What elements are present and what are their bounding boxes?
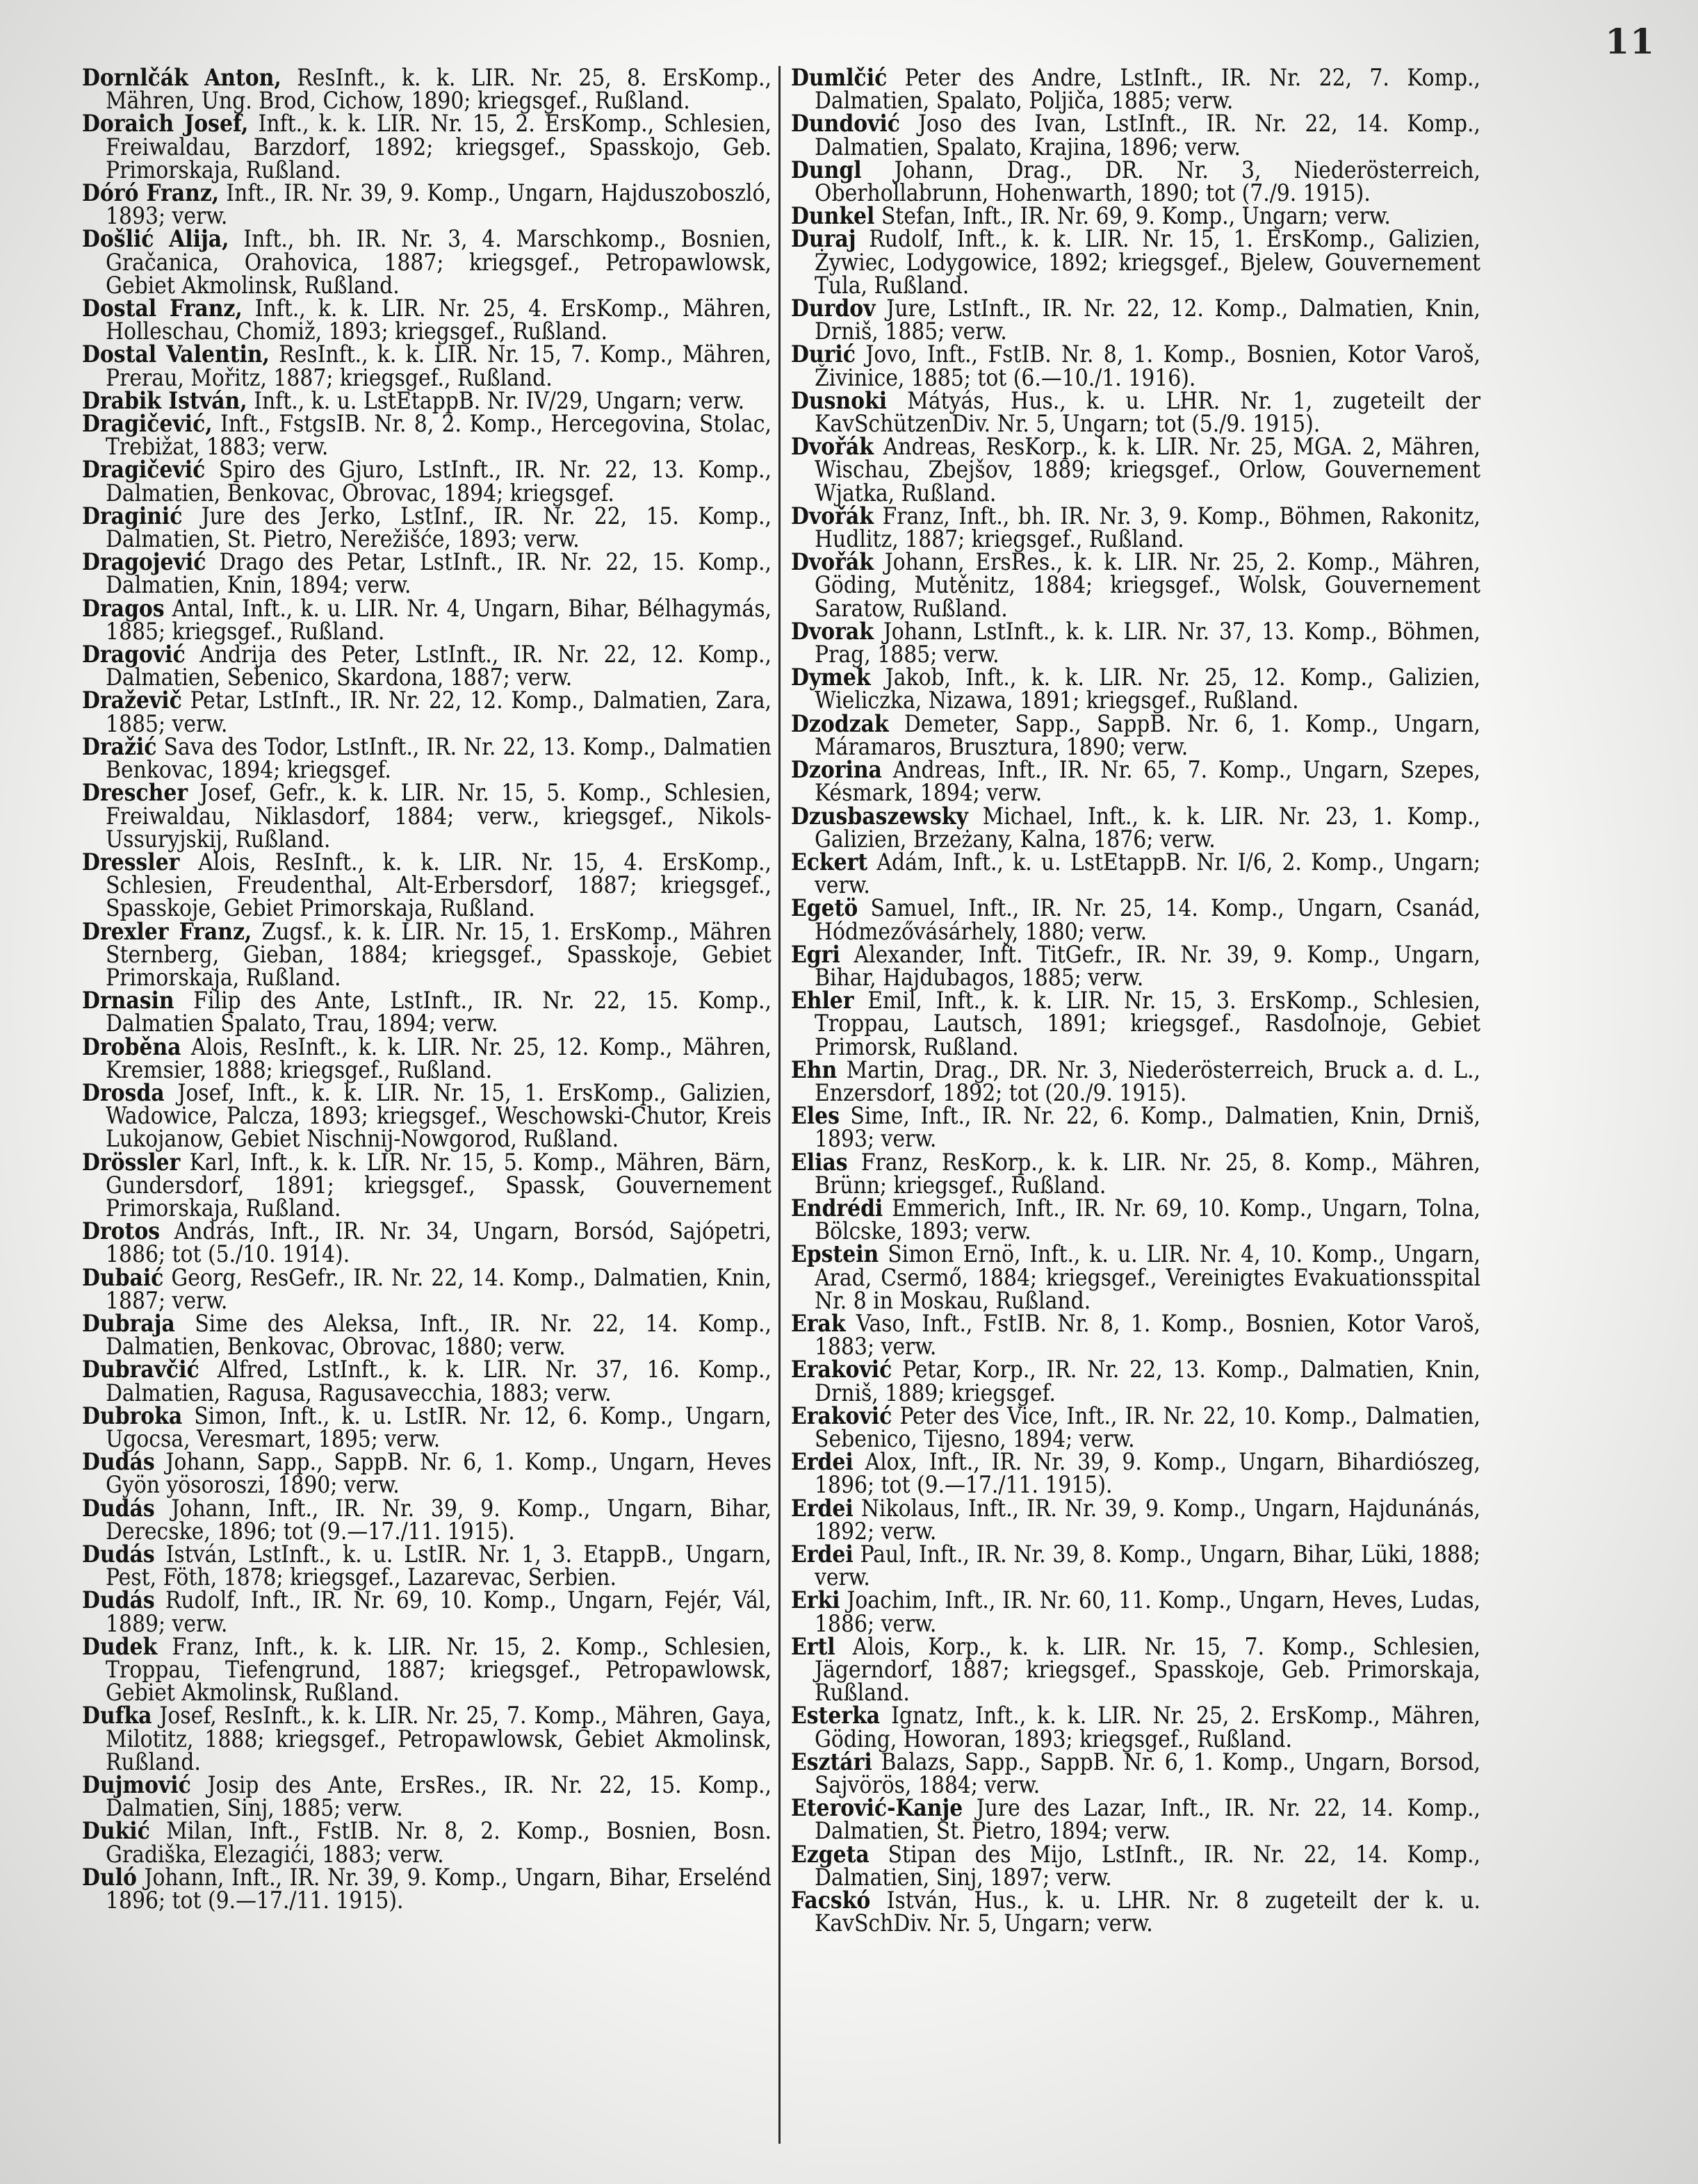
- entry-name: Dragičević,: [82, 410, 213, 438]
- entry-details: Adám, Inft., k. u. LstEtappB. Nr. I/6, 2. Komp., Ungarn; verw.: [815, 848, 1481, 899]
- entry-details: Petar, LstInft., IR. Nr. 22, 12. Komp., Dalmatien, Zara, 1885; verw.: [106, 687, 772, 737]
- entry-name: Ehn: [791, 1056, 838, 1083]
- entry-name: Dudás: [82, 1494, 155, 1522]
- list-item: [82, 502, 772, 553]
- list-item: [791, 940, 1480, 991]
- entry-details: Antal, Inft., k. u. LIR. Nr. 4, Ungarn, Bihar, Bélhagymás, 1885; kriegsgef., Rußland.: [106, 594, 772, 645]
- list-item: [791, 1704, 1480, 1750]
- entry-name: Dvořák: [791, 433, 874, 461]
- entry-name: Dudás: [82, 1541, 155, 1568]
- list-item: [791, 709, 1480, 760]
- list-item: [791, 1148, 1480, 1199]
- list-item: [791, 1309, 1481, 1361]
- list-item: [82, 456, 772, 507]
- entry-name: Erdei: [791, 1541, 854, 1568]
- list-item: [791, 1494, 1480, 1545]
- entry-name: Epstein: [791, 1240, 879, 1268]
- entry-details: Emil, Inft., k. k. LIR. Nr. 15, 3. ErsKomp., Schlesien, Troppau, Lautsch, 1891; kriegsgef., Rasdolnoje, Gebiet Primorsk, Rußland.: [815, 987, 1480, 1060]
- list-item: [82, 112, 772, 181]
- entry-name: Dragos: [82, 594, 165, 622]
- entry-name: Ehler: [791, 987, 854, 1015]
- entry-name: Drosda: [82, 1078, 165, 1106]
- entry-name: Draževič: [82, 687, 182, 714]
- list-item: [791, 756, 1481, 807]
- entry-details: Stipan des Mijo, LstInft., IR. Nr. 22, 14. Komp., Dalmatien, Sinj, 1897; verw.: [815, 1840, 1480, 1891]
- entry-details: Zugsf., k. k. LIR. Nr. 15, 1. ErsKomp., Mähren Sternberg, Gieban, 1884; kriegsgef., Spasskoje, Gebiet Primorskaja, Rußland.: [106, 917, 772, 991]
- list-item: [791, 1058, 1480, 1104]
- entry-name: Egetö: [791, 894, 858, 922]
- entry-name: Egri: [791, 940, 840, 968]
- entry-details: Michael, Inft., k. k. LIR. Nr. 23, 1. Komp., Galizien, Brzeżany, Kalna, 1876; verw.: [815, 802, 1480, 853]
- list-item: [791, 1358, 1480, 1404]
- entry-details: Inft., k. u. LstEtappB. Nr. IV/29, Ungarn; verw.: [254, 386, 745, 414]
- list-item: [82, 1704, 772, 1773]
- entry-details: Peter des Vice, Inft., IR. Nr. 22, 10. Komp., Dalmatien, Sebenico, Tijesno, 1894; verw.: [815, 1402, 1481, 1452]
- entry-details: Sime, Inft., IR. Nr. 22, 6. Komp., Dalmatien, Knin, Drniš, 1893; verw.: [815, 1102, 1481, 1153]
- entry-name: Drexler Franz,: [82, 917, 252, 945]
- entry-details: Inft., FstgsIB. Nr. 8, 2. Komp., Hercegovina, Stolac, Trebižat, 1883; verw.: [106, 410, 772, 461]
- entry-details: Vaso, Inft., FstIB. Nr. 8, 1. Komp., Bosnien, Kotor Varoš, 1883; verw.: [815, 1309, 1481, 1361]
- entry-details: Alexander, Inft. TitGefr., IR. Nr. 39, 9. Komp., Ungarn, Bihar, Hajdubagos, 1885; verw.: [815, 940, 1480, 991]
- list-item: [82, 732, 772, 784]
- entry-name: Dostal Valentin,: [82, 340, 270, 368]
- list-item: [82, 340, 772, 391]
- entry-details: Josef, Inft., k. k. LIR. Nr. 15, 1. ErsKomp., Galizien, Wadowice, Palcza, 1893; kriegsgef., Weschowski-Chutor, Kreis Lukojanow, Gebiet Nischnij-Nowgorod, Rußland.: [106, 1078, 772, 1153]
- entry-details: Milan, Inft., FstIB. Nr. 8, 2. Komp., Bosnien, Bosn. Gradiška, Elezagići, 1883; verw.: [106, 1817, 772, 1868]
- entry-name: Duló: [82, 1863, 137, 1891]
- entry-details: Sava des Todor, LstInft., IR. Nr. 22, 13. Komp., Dalmatien Benkovac, 1894; kriegsgef.: [106, 732, 772, 784]
- entry-name: Eles: [791, 1102, 840, 1130]
- list-item: [791, 1448, 1480, 1499]
- list-item: [82, 410, 772, 461]
- list-item: [82, 687, 772, 737]
- entry-name: Dubaić: [82, 1263, 164, 1291]
- entry-details: Andreas, ResKorp., k. k. LIR. Nr. 25, MGA. 2, Mähren, Wischau, Zbejšov, 1889; kriegsgef., Orlow, Gouvernement Wjatka, Rußland.: [815, 433, 1480, 507]
- list-item: [791, 989, 1480, 1058]
- entry-name: Dubroka: [82, 1402, 183, 1429]
- entry-name: Erak: [791, 1309, 846, 1337]
- list-item: [82, 548, 772, 599]
- entry-name: Dubravčić: [82, 1356, 199, 1384]
- list-item: [82, 643, 772, 689]
- list-item: [82, 1035, 772, 1081]
- entry-details: Martin, Drag., DR. Nr. 3, Niederösterreich, Bruck a. d. L., Enzersdorf, 1892; tot (20./9. 1915).: [815, 1056, 1480, 1106]
- entry-name: Dzorina: [791, 756, 882, 784]
- entry-details: Rudolf, Inft., IR. Nr. 69, 10. Komp., Ungarn, Fejér, Vál, 1889; verw.: [106, 1586, 772, 1637]
- list-item: [791, 110, 1480, 161]
- entry-name: Dungl: [791, 156, 862, 183]
- list-item: [791, 1242, 1480, 1312]
- list-item: [791, 666, 1480, 712]
- list-item: [82, 179, 772, 230]
- list-item: [82, 227, 772, 297]
- entry-details: Franz, Inft., bh. IR. Nr. 3, 9. Komp., Böhmen, Rakonitz, Hudlitz, 1887; kriegsgef., Rußland.: [815, 502, 1481, 553]
- list-item: [82, 1586, 772, 1637]
- entry-details: Johann, Sapp., SappB. Nr. 6, 1. Komp., Ungarn, Heves Gyön yösoroszi, 1890; verw.: [106, 1448, 772, 1499]
- list-item: [82, 1448, 772, 1499]
- list-item: [791, 1194, 1480, 1245]
- list-item: [791, 502, 1481, 553]
- entry-details: Johann, Inft., IR. Nr. 39, 9. Komp., Ungarn, Bihar, Derecske, 1896; tot (9.—17./11. 1915).: [106, 1494, 772, 1545]
- entry-details: ResInft., k. k. LIR. Nr. 15, 7. Komp., Mähren, Prerau, Mořitz, 1887; kriegsgef., Rußland.: [106, 340, 772, 391]
- entry-name: Endrédi: [791, 1194, 883, 1222]
- entry-name: Eckert: [791, 848, 868, 876]
- entry-details: Alois, ResInft., k. k. LIR. Nr. 15, 4. ErsKomp., Schlesien, Freudenthal, Alt-Erbersdorf, 1887; kriegsgef., Spasskoje, Gebiet Primorskaja, Rußland.: [106, 848, 772, 922]
- list-item: [791, 433, 1480, 507]
- right-column: [791, 66, 1480, 1935]
- entry-name: Dzusbaszewsky: [791, 802, 968, 830]
- list-item: [82, 1263, 772, 1314]
- list-item: [791, 1794, 1480, 1845]
- entry-name: Dufka: [82, 1702, 152, 1730]
- entry-name: Drabik István,: [82, 386, 247, 414]
- entry-name: Eterović-Kanje: [791, 1794, 963, 1822]
- entry-details: Karl, Inft., k. k. LIR. Nr. 15, 5. Komp., Mähren, Bärn, Gundersdorf, 1891; kriegsgef., Spassk, Gouvernement Primorskaja, Rußland.: [106, 1148, 772, 1222]
- list-item: [791, 1102, 1481, 1153]
- list-item: [791, 802, 1480, 853]
- entry-details: Paul, Inft., IR. Nr. 39, 8. Komp., Ungarn, Bihar, Lüki, 1888; verw.: [815, 1541, 1480, 1591]
- entry-details: Jure, LstInft., IR. Nr. 22, 12. Komp., Dalmatien, Knin, Drniš, 1885; verw.: [815, 295, 1481, 345]
- entry-name: Dzodzak: [791, 709, 889, 737]
- entry-name: Dvorak: [791, 617, 874, 645]
- entry-name: Eraković: [791, 1356, 892, 1384]
- entry-name: Ezgeta: [791, 1840, 870, 1868]
- entry-details: Jure des Lazar, Inft., IR. Nr. 22, 14. Komp., Dalmatien, St. Pietro, 1894; verw.: [815, 1794, 1480, 1845]
- left-column: [82, 66, 772, 1912]
- page-number: 11: [1605, 21, 1655, 62]
- entry-details: Simon, Inft., k. u. LstIR. Nr. 12, 6. Komp., Ungarn, Ugocsa, Veresmart, 1895; verw.: [106, 1402, 772, 1452]
- entry-name: Dostal Franz,: [82, 295, 243, 322]
- entry-details: Joachim, Inft., IR. Nr. 60, 11. Komp., Ungarn, Heves, Ludas, 1886; verw.: [815, 1586, 1480, 1637]
- entry-details: Josef, ResInft., k. k. LIR. Nr. 25, 7. Komp., Mähren, Gaya, Milotitz, 1888; kriegsgef., Petropawlowsk, Gebiet Akmolinsk, Rußland.: [106, 1702, 772, 1775]
- column-divider: [778, 66, 781, 2144]
- entry-name: Dornlčák Anton,: [82, 64, 281, 91]
- list-item: [791, 848, 1481, 899]
- list-item: [791, 64, 1481, 115]
- entry-name: Drnasin: [82, 987, 174, 1015]
- entry-details: Nikolaus, Inft., IR. Nr. 39, 9. Komp., Ungarn, Hajdunánás, 1892; verw.: [815, 1494, 1480, 1545]
- entry-details: Ignatz, Inft., k. k. LIR. Nr. 25, 2. ErsKomp., Mähren, Göding, Howoran, 1893; kriegsgef., Rußland.: [815, 1702, 1481, 1752]
- entry-name: Droběna: [82, 1033, 181, 1060]
- entry-name: Dundović: [791, 110, 900, 138]
- list-item: [82, 1817, 772, 1868]
- entry-details: Johann, Inft., IR. Nr. 39, 9. Komp., Ungarn, Bihar, Erselénd 1896; tot (9.—17./11. 1915).: [106, 1863, 772, 1914]
- entry-name: Facskó: [791, 1887, 871, 1914]
- entry-name: Doraich Josef,: [82, 110, 249, 138]
- entry-name: Durdov: [791, 295, 876, 322]
- entry-name: Dóró Franz,: [82, 179, 220, 207]
- list-item: [82, 64, 772, 115]
- list-item: [791, 1840, 1480, 1891]
- list-item: [82, 1863, 772, 1914]
- entry-name: Dubraja: [82, 1309, 175, 1337]
- entry-name: Dymek: [791, 664, 871, 691]
- entry-details: Sime des Aleksa, Inft., IR. Nr. 22, 14. Komp., Dalmatien, Benkovac, Obrovac, 1880; verw.: [106, 1309, 772, 1361]
- entry-details: Josef, Gefr., k. k. LIR. Nr. 15, 5. Komp., Schlesien, Freiwaldau, Niklasdorf, 1884; verw., kriegsgef., Nikols-Ussuryjskij, Rußland.: [106, 779, 772, 853]
- entry-details: Johann, LstInft., k. k. LIR. Nr. 37, 13. Komp., Böhmen, Prag, 1885; verw.: [815, 617, 1480, 668]
- entry-details: Georg, ResGefr., IR. Nr. 22, 14. Komp., Dalmatien, Knin, 1887; verw.: [106, 1263, 772, 1314]
- list-item: [791, 1586, 1480, 1637]
- entry-name: Erdei: [791, 1448, 854, 1476]
- entry-details: Petar, Korp., IR. Nr. 22, 13. Komp., Dalmatien, Knin, Drniš, 1889; kriegsgef.: [815, 1356, 1480, 1406]
- list-item: [82, 1771, 772, 1822]
- entry-details: Joso des Ivan, LstInft., IR. Nr. 22, 14. Komp., Dalmatien, Spalato, Krajina, 1896; verw.: [815, 110, 1480, 161]
- entry-details: István, Hus., k. u. LHR. Nr. 8 zugeteilt der k. u. KavSchDiv. Nr. 5, Ungarn; verw.: [815, 1887, 1480, 1937]
- list-item: [791, 340, 1481, 391]
- entry-name: Draginić: [82, 502, 183, 529]
- list-item: [82, 848, 772, 922]
- list-item: [791, 1541, 1480, 1591]
- entry-details: István, LstInft., k. u. LstIR. Nr. 1, 3. EtappB., Ungarn, Pest, Föth, 1878; kriegsgef., Lazarevac, Serbien.: [106, 1541, 772, 1591]
- entry-name: Eraković: [791, 1402, 892, 1429]
- entry-details: Andreas, Inft., IR. Nr. 65, 7. Komp., Ungarn, Szepes, Késmark, 1894; verw.: [815, 756, 1481, 807]
- list-item: [791, 297, 1480, 343]
- entry-name: Dragičević: [82, 456, 206, 484]
- entry-name: Esterka: [791, 1702, 881, 1730]
- entry-details: Jure des Jerko, LstInf., IR. Nr. 22, 15. Komp., Dalmatien, St. Pietro, Nerežišće, 1893; verw.: [106, 502, 772, 553]
- entry-name: Dunkel: [791, 202, 875, 230]
- entry-details: Alfred, LstInft., k. k. LIR. Nr. 37, 16. Komp., Dalmatien, Ragusa, Ragusavecchia, 1883; verw.: [106, 1356, 772, 1406]
- list-item: [82, 1494, 772, 1545]
- entry-name: Drescher: [82, 779, 188, 807]
- entry-details: Inft., bh. IR. Nr. 3, 4. Marschkomp., Bosnien, Gračanica, Orahovica, 1887; kriegsgef., Petropawlowsk, Gebiet Akmolinsk, Rußland.: [106, 225, 772, 299]
- entry-details: Jakob, Inft., k. k. LIR. Nr. 25, 12. Komp., Galizien, Wieliczka, Nizawa, 1891; kriegsgef., Rußland.: [815, 664, 1480, 714]
- entry-name: Erki: [791, 1586, 840, 1614]
- list-item: [82, 297, 772, 343]
- entry-name: Došlić Alija,: [82, 225, 229, 253]
- entry-details: Samuel, Inft., IR. Nr. 25, 14. Komp., Ungarn, Csanád, Hódmezővásárhely, 1880; verw.: [815, 894, 1481, 945]
- entry-name: Dragović: [82, 641, 186, 668]
- entry-name: Dražić: [82, 732, 157, 760]
- entry-details: Drago des Petar, LstInft., IR. Nr. 22, 15. Komp., Dalmatien, Knin, 1894; verw.: [106, 548, 772, 599]
- entry-details: Inft., k. k. LIR. Nr. 25, 4. ErsKomp., Mähren, Holleschau, Chomiž, 1893; kriegsgef., Rußland.: [106, 295, 772, 345]
- entry-details: Alois, Korp., k. k. LIR. Nr. 15, 7. Komp., Schlesien, Jägerndorf, 1887; kriegsgef., Spasskoje, Geb. Primorskaja, Rußland.: [815, 1632, 1480, 1707]
- entry-details: Emmerich, Inft., IR. Nr. 69, 10. Komp., Ungarn, Tolna, Bölcske, 1893; verw.: [815, 1194, 1480, 1245]
- list-item: [791, 894, 1481, 945]
- list-item: [791, 617, 1480, 668]
- list-item: [82, 1632, 772, 1707]
- list-item: [791, 550, 1480, 620]
- list-item: [82, 386, 772, 414]
- entry-name: Dumlčić: [791, 64, 888, 91]
- list-item: [791, 1889, 1480, 1935]
- entry-details: Andrija des Peter, LstInft., IR. Nr. 22, 12. Komp., Dalmatien, Sebenico, Skardona, 1887; verw.: [106, 641, 772, 691]
- entry-name: Dusnoki: [791, 386, 888, 414]
- list-item: [82, 917, 772, 991]
- entry-name: Drössler: [82, 1148, 181, 1176]
- entry-details: Demeter, Sapp., SappB. Nr. 6, 1. Komp., Ungarn, Máramaros, Brusztura, 1890; verw.: [815, 709, 1480, 760]
- entry-name: Dudás: [82, 1448, 155, 1476]
- list-item: [82, 1358, 772, 1404]
- entry-name: Esztári: [791, 1748, 872, 1775]
- entry-name: Drotos: [82, 1217, 161, 1245]
- entry-details: Stefan, Inft., IR. Nr. 69, 9. Komp., Ungarn; verw.: [881, 202, 1391, 230]
- list-item: [82, 781, 772, 851]
- entry-details: Johann, Drag., DR. Nr. 3, Niederösterreich, Oberhollabrunn, Hohenwarth, 1890; tot (7./9. 1915).: [815, 156, 1480, 207]
- list-item: [791, 1748, 1480, 1799]
- list-item: [82, 1541, 772, 1591]
- entry-name: Dvořák: [791, 502, 874, 529]
- entry-name: Dvořák: [791, 548, 874, 576]
- entry-details: Inft., k. k. LIR. Nr. 15, 2. ErsKomp., Schlesien, Freiwaldau, Barzdorf, 1892; kriegsgef., Spasskojo, Geb. Primorskaja, Rußland.: [106, 110, 772, 183]
- entry-details: ResInft., k. k. LIR. Nr. 25, 8. ErsKomp., Mähren, Ung. Brod, Cichow, 1890; kriegsgef., Rußland.: [106, 64, 772, 115]
- entry-details: Johann, ErsRes., k. k. LIR. Nr. 25, 2. Komp., Mähren, Göding, Mutěnitz, 1884; kriegsgef., Wolsk, Gouvernement Saratow, Rußland.: [815, 548, 1480, 622]
- entry-name: Erdei: [791, 1494, 854, 1522]
- entry-name: Dukić: [82, 1817, 150, 1845]
- list-item: [791, 1404, 1480, 1450]
- entry-name: Ertl: [791, 1632, 835, 1660]
- entry-details: Rudolf, Inft., k. k. LIR. Nr. 15, 1. ErsKomp., Galizien, Żywiec, Lodygowice, 1892; kriegsgef., Bjelew, Gouvernement Tula, Rußland.: [815, 225, 1481, 299]
- entry-name: Dragojević: [82, 548, 206, 576]
- entry-details: Filip des Ante, LstInft., IR. Nr. 22, 15. Komp., Dalmatien Spalato, Trau, 1894; verw.: [106, 987, 772, 1037]
- list-item: [82, 1217, 772, 1268]
- list-item: [82, 1078, 772, 1153]
- entry-details: Inft., IR. Nr. 39, 9. Komp., Ungarn, Hajduszoboszló, 1893; verw.: [106, 179, 772, 230]
- entry-details: András, Inft., IR. Nr. 34, Ungarn, Borsód, Sajópetri, 1886; tot (5./10. 1914).: [106, 1217, 772, 1268]
- entry-name: Duraj: [791, 225, 856, 253]
- list-item: [791, 386, 1480, 438]
- entry-details: Franz, ResKorp., k. k. LIR. Nr. 25, 8. Komp., Mähren, Brünn; kriegsgef., Rußland.: [815, 1148, 1480, 1199]
- list-item: [791, 1632, 1480, 1707]
- list-item: [82, 594, 772, 645]
- entry-name: Dujmović: [82, 1771, 191, 1799]
- list-item: [82, 989, 772, 1035]
- entry-details: Alois, ResInft., k. k. LIR. Nr. 25, 12. Komp., Mähren, Kremsier, 1888; kriegsgef., Rußland.: [106, 1033, 772, 1083]
- list-item: [82, 1148, 772, 1222]
- entry-name: Durić: [791, 340, 856, 368]
- entry-details: Peter des Andre, LstInft., IR. Nr. 22, 7. Komp., Dalmatien, Spalato, Poljiča, 1885; verw.: [815, 64, 1481, 115]
- list-item: [791, 156, 1480, 207]
- entry-name: Dressler: [82, 848, 180, 876]
- entry-details: Alox, Inft., IR. Nr. 39, 9. Komp., Ungarn, Bihardiószeg, 1896; tot (9.—17./11. 1915).: [815, 1448, 1480, 1499]
- entry-details: Balazs, Sapp., SappB. Nr. 6, 1. Komp., Ungarn, Borsod, Sajvörös, 1884; verw.: [815, 1748, 1480, 1799]
- list-item: [791, 227, 1480, 297]
- list-item: [791, 202, 1480, 230]
- entry-details: Josip des Ante, ErsRes., IR. Nr. 22, 15. Komp., Dalmatien, Sinj, 1885; verw.: [106, 1771, 772, 1822]
- entry-name: Dudek: [82, 1632, 158, 1660]
- list-item: [82, 1404, 772, 1450]
- list-item: [82, 1309, 772, 1361]
- entry-name: Elias: [791, 1148, 848, 1176]
- entry-details: Jovo, Inft., FstIB. Nr. 8, 1. Komp., Bosnien, Kotor Varoš, Živinice, 1885; tot (6.—10./1. 1916).: [815, 340, 1481, 391]
- entry-details: Franz, Inft., k. k. LIR. Nr. 15, 2. Komp., Schlesien, Troppau, Tiefengrund, 1887; kriegsgef., Petropawlowsk, Gebiet Akmolinsk, Rußland.: [106, 1632, 772, 1707]
- entry-details: Simon Ernö, Inft., k. u. LIR. Nr. 4, 10. Komp., Ungarn, Arad, Csermő, 1884; kriegsgef., Vereinigtes Evakuationsspital Nr. 8 in Moskau, Rußland.: [815, 1240, 1480, 1314]
- entry-details: Mátyás, Hus., k. u. LHR. Nr. 1, zugeteilt der KavSchützenDiv. Nr. 5, Ungarn; tot (5./9. 1915).: [815, 386, 1480, 438]
- entry-name: Dudás: [82, 1586, 155, 1614]
- entry-details: Spiro des Gjuro, LstInft., IR. Nr. 22, 13. Komp., Dalmatien, Benkovac, Obrovac, 1894; kriegsgef.: [106, 456, 772, 507]
